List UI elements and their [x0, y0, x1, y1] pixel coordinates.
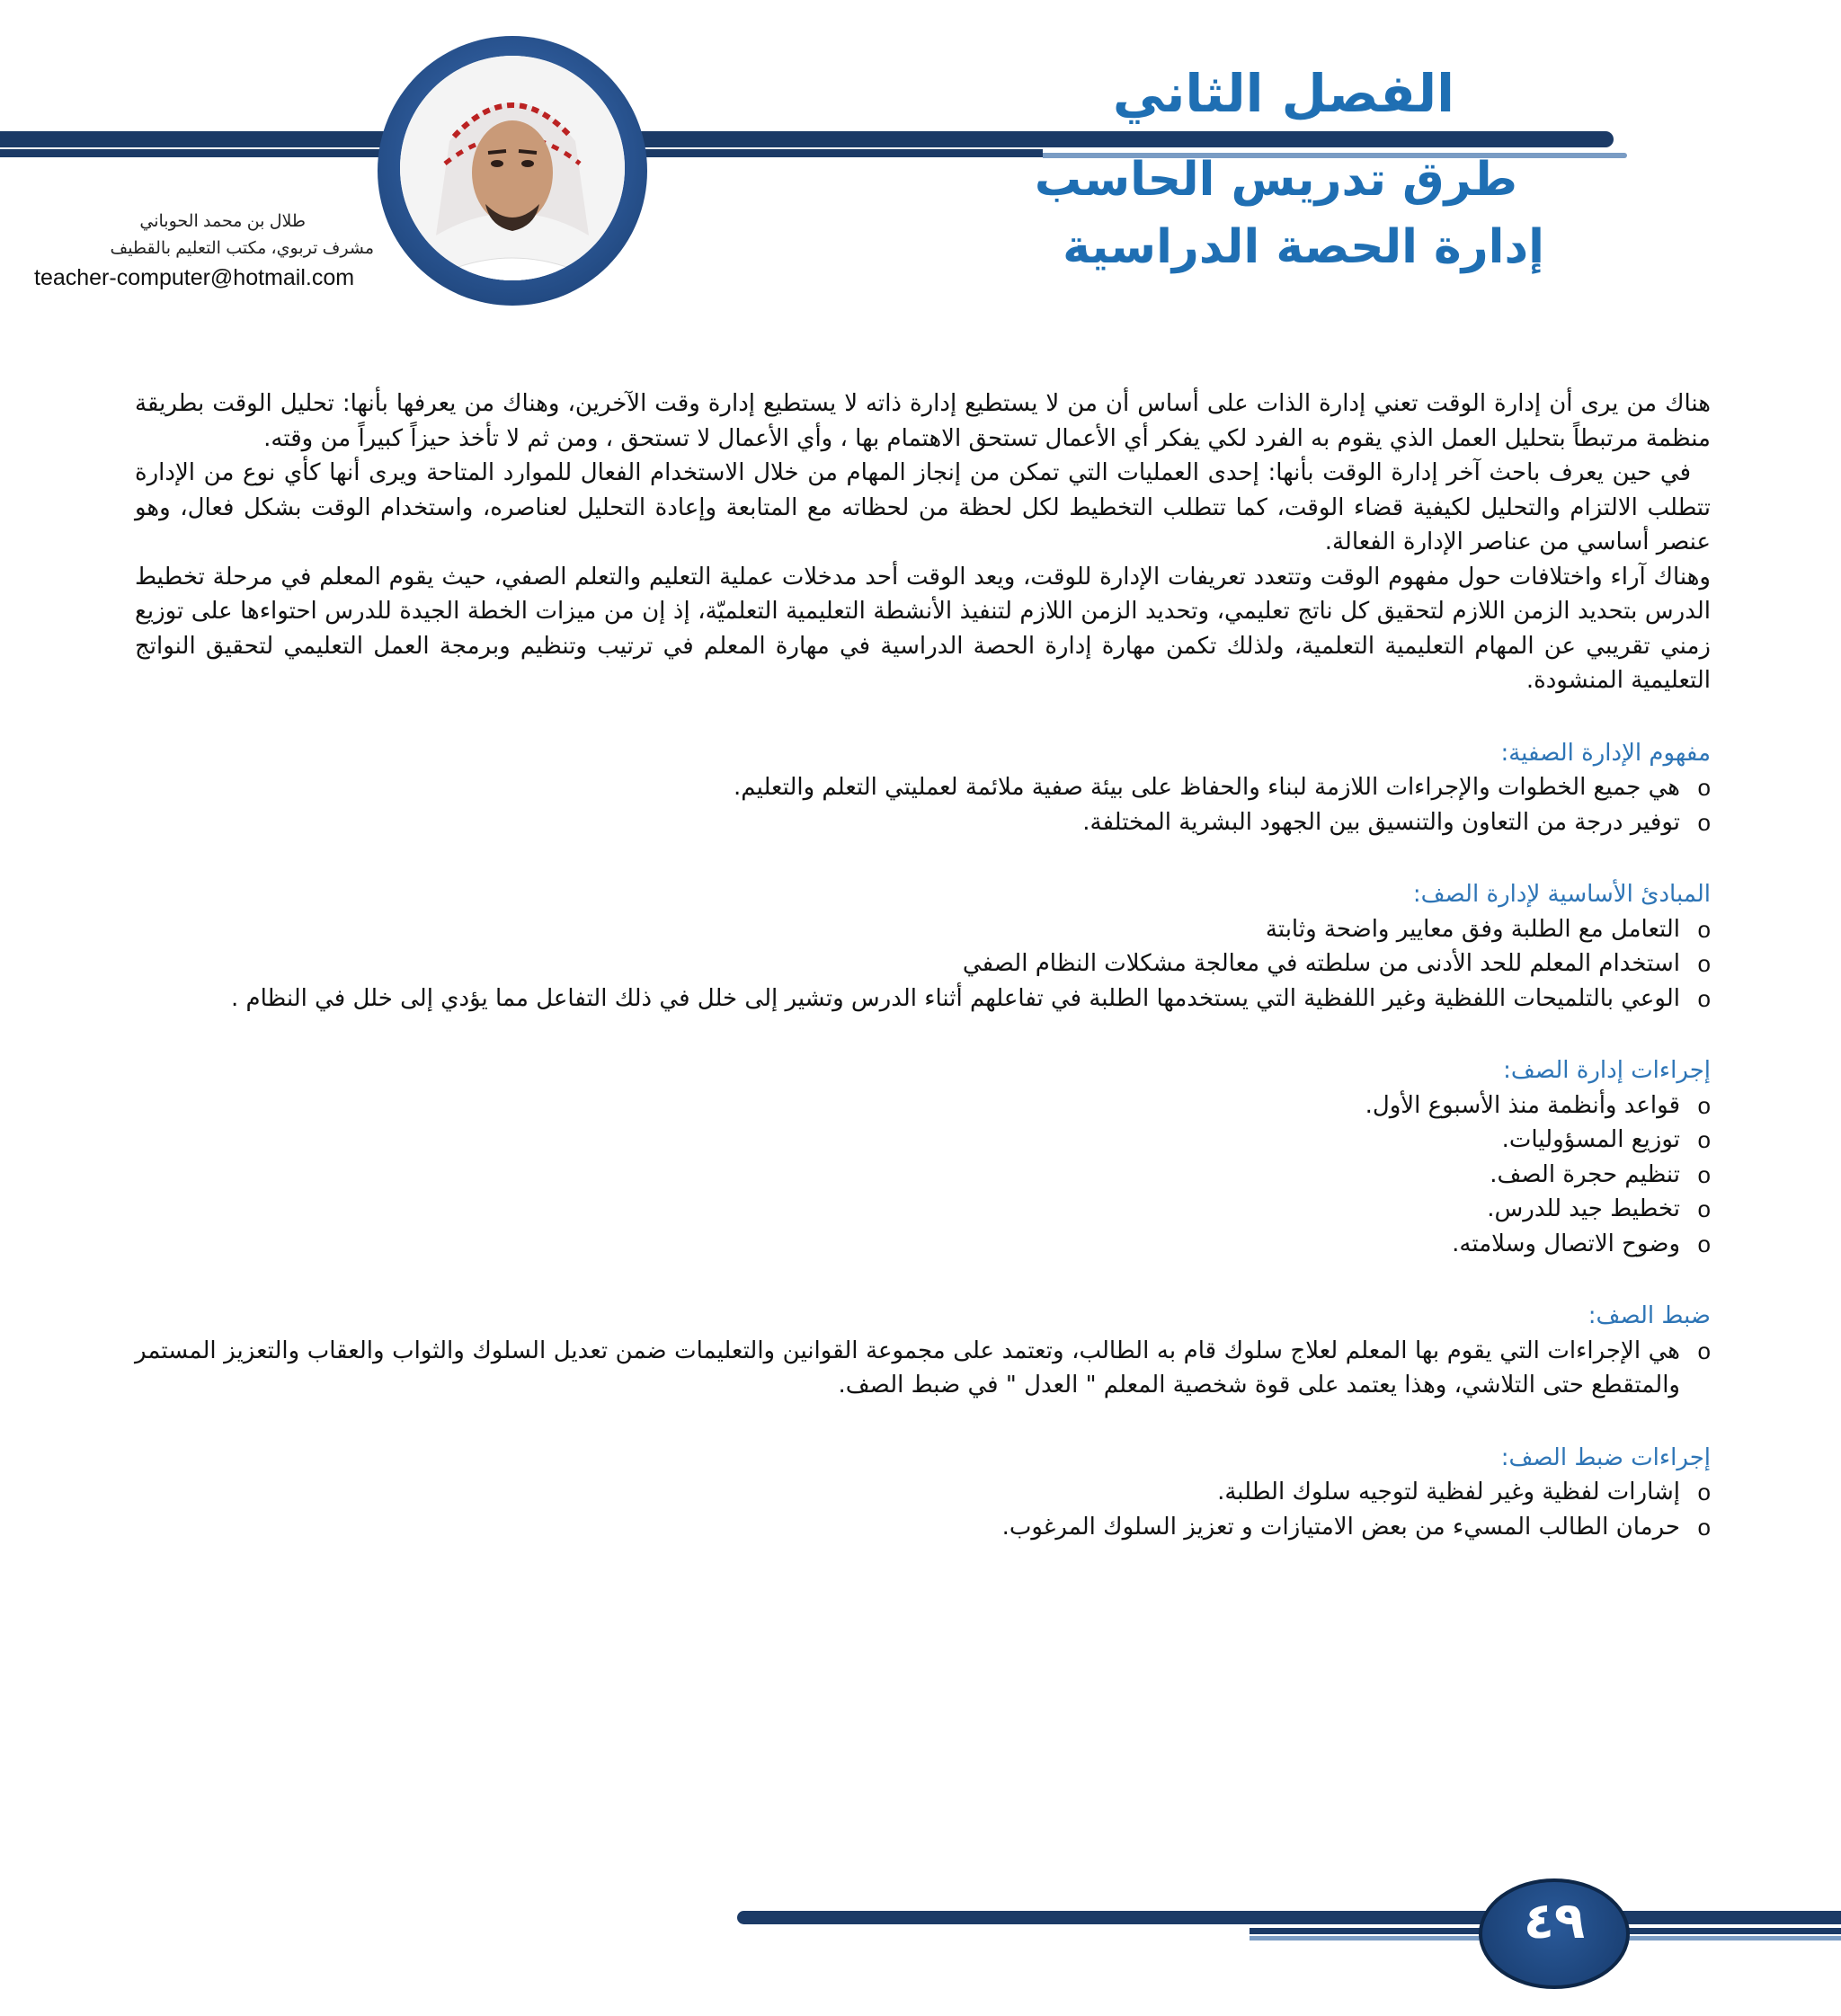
chapter-title: الفصل الثاني [1112, 63, 1454, 124]
author-email: teacher-computer@hotmail.com [34, 265, 355, 290]
list-item: o استخدام المعلم للحد الأدنى من سلطته في معالجة مشكلات النظام الصفي [135, 946, 1711, 981]
section-heading: المبادئ الأساسية لإدارة الصف: [1412, 881, 1711, 908]
person-icon [400, 56, 625, 280]
header-bar [0, 131, 1614, 147]
intro-paragraph: وهناك آراء واختلافات حول مفهوم الوقت وتتعدد تعريفات الإدارة للوقت، ويعد الوقت أحد مدخلات عملية التعليم والتعلم الصفي، حيث يقوم المعلم في مرحلة تخطيط الدرس بتحديد الزمن اللازم لتحقيق كل ناتج تعليمي، وتحديد الزمن اللازم لتنفيذ الأنشطة التعليمية التعلميّة، إذ إن من ميزات الخطة الجيدة للدرس احتواءها على توزيع زمني تقريبي عن المهام التعليمية التعلمية، ولذلك تكمن مهارة إدارة الحصة الدراسية في مهارة المعلم في ترتيب وتنظيم وبرمجة العمل التعليمي لتحقيق النواتج التعليمية المنشودة. [135, 563, 1711, 694]
footer-bar [737, 1911, 1841, 1924]
intro-paragraph: في حين يعرف باحث آخر إدارة الوقت بأنها: إحدى العمليات التي تمكن من إنجاز المهام من خلال الاستخدام الفعال للموارد المتاحة ويرى أنها كأي نوع من الإدارة تتطلب الالتزام والتحليل لكيفية قضاء الوقت، كما تتطلب التخطيط لكل لحظة من لحظاته مع المتابعة وإعادة التحليل لعناصره، واستخدام الوقت بشكل فعال، وهو عنصر أساسي من عناصر الإدارة الفعالة. [135, 459, 1711, 555]
list-item: o التعامل مع الطلبة وفق معايير واضحة وثابتة [135, 912, 1711, 947]
list-item: o هي جميع الخطوات والإجراءات اللازمة لبناء والحفاظ على بيئة صفية ملائمة لعمليتي التعلم والتعليم. [135, 770, 1711, 805]
list-item: o تخطيط جيد للدرس. [135, 1192, 1711, 1227]
list-item: o توزيع المسؤوليات. [135, 1123, 1711, 1158]
section-heading: ضبط الصف: [1588, 1302, 1711, 1329]
list-item: o الوعي بالتلميحات اللفظية وغير اللفظية التي يستخدمها الطلبة في تفاعلهم أثناء الدرس وتشير إلى خلل في ذلك التفاعل مما يؤدي إلى خلل في النظام . [135, 981, 1711, 1017]
author-name: طلال بن محمد الحوباني [139, 212, 306, 231]
author-portrait [400, 56, 625, 280]
page-number: ٤٩ [1523, 1892, 1586, 1950]
list-item: o هي الإجراءات التي يقوم بها المعلم لعلاج سلوك قام به الطالب، وتعتمد على مجموعة القوانين والتعليمات ضمن تعديل السلوك والثواب والعقاب والتعزيز المستمر والمتقطع حتى التلاشي، وهذا يعتمد على قوة شخصية المعلم " العدل " في ضبط الصف. [135, 1334, 1711, 1403]
article-body [135, 386, 1711, 1544]
intro-paragraph: هناك من يرى أن إدارة الوقت تعني إدارة الذات على أساس أن من لا يستطيع إدارة ذاته لا يستطيع إدارة وقت الآخرين، وهناك من يعرفها بأنها: تحليل الوقت بطريقة منظمة مرتبطاً بتحليل العمل الذي يقوم به الفرد لكي يفكر أي الأعمال تستحق الاهتمام بها ، وأي الأعمال لا تستحق ، ومن ثم لا تأخذ حيزاً كبيراً من وقته. [135, 390, 1711, 452]
section-heading: مفهوم الإدارة الصفية: [1500, 739, 1711, 767]
author-role: مشرف تربوي، مكتب التعليم بالقطيف [110, 239, 374, 258]
section-heading: إجراءات ضبط الصف: [1500, 1443, 1711, 1471]
section-heading: إجراءات إدارة الصف: [1503, 1057, 1711, 1084]
list-item: o وضوح الاتصال وسلامته. [135, 1227, 1711, 1262]
list-item: o تنظيم حجرة الصف. [135, 1158, 1711, 1193]
list-item: o توفير درجة من التعاون والتنسيق بين الجهود البشرية المختلفة. [135, 805, 1711, 840]
list-item: o حرمان الطالب المسيء من بعض الامتيازات و تعزيز السلوك المرغوب. [135, 1510, 1711, 1545]
list-item: o إشارات لفظية وغير لفظية لتوجيه سلوك الطلبة. [135, 1475, 1711, 1510]
list-item: o قواعد وأنظمة منذ الأسبوع الأول. [135, 1088, 1711, 1123]
lesson-title: إدارة الحصة الدراسية [1063, 220, 1544, 274]
course-title: طرق تدريس الحاسب [1034, 153, 1517, 207]
